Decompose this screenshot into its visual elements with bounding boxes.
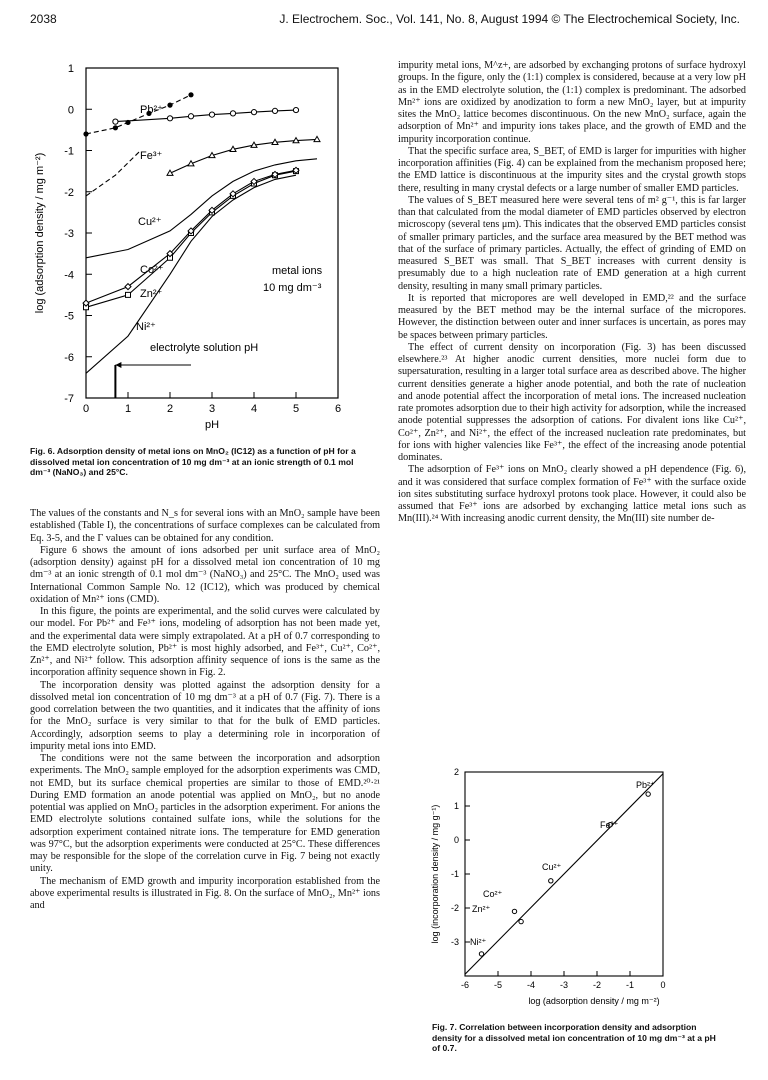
f6-data-point (314, 136, 320, 141)
f7-label-ni: Ni²⁺ (470, 937, 487, 947)
f6-data-point (167, 116, 172, 121)
f6-label-zn: Zn²⁺ (140, 288, 163, 300)
journal-citation: J. Electrochem. Soc., Vol. 141, No. 8, August 1994 © The Electrochemical Society, Inc. (279, 12, 740, 26)
right-paragraph: The adsorption of Fe³⁺ ions on MnO₂ clearly showed a pH dependence (Fig. 6), and it was considered that surface complex formation of Fe³⁺ with the surface oxide ion sites substituting surface hydroxyl protons took place. However, it could also be assumed that Fe³⁺ ions are adsorbed by exchanging lattice metal ions such as Mn(III).²⁴ With increasing anodic current density, the Mn(III) site number de- (398, 464, 746, 525)
f6-y-tick-label: -7 (64, 393, 74, 405)
f6-annotation-metal-ions: metal ions (272, 265, 323, 277)
f7-label-zn: Zn²⁺ (472, 904, 491, 914)
f6-x-tick-label: 6 (334, 403, 342, 415)
f7-x-tick-label: 0 (660, 980, 666, 990)
f7-x-tick-label: -1 (625, 980, 635, 990)
f6-series-line (86, 151, 141, 196)
right-paragraph: It is reported that micropores are well developed in EMD,²² and the surface measured by the BET method may be the internal surface of the micropores. However, the distinction between outer and inner surfaces is uncertain, as pores may be spaces between primary particles. (398, 292, 746, 341)
f7-y-tick-label: 0 (453, 835, 459, 845)
f6-data-point (188, 114, 193, 119)
f6-x-tick-label: 4 (250, 403, 258, 415)
f6-x-tick-label: 1 (124, 403, 132, 415)
f6-data-point (83, 131, 88, 136)
f7-y-tick-label: 1 (453, 801, 459, 811)
f6-data-point (188, 92, 193, 97)
f6-x-tick-label: 3 (208, 403, 216, 415)
f6-label-cu: Cu²⁺ (138, 216, 162, 228)
right-paragraph: The effect of current density on incorporation (Fig. 3) has been discussed elsewhere.²³ At higher anodic current densities, more nuclei form due to supersaturation, resulting in a larger total surface area as described above. The higher current densities generate a higher anode potential, and both the rate of nucleation and anode potential affect the incorporation of metal ions. The increased nucleation rate promotes adsorption due to their high activity for adsorption, while the increased anode potential suppresses the adsorption of cations. For divalent ions like Cu²⁺, Co²⁺, Zn²⁺, and Ni²⁺, the effect of the increased nucleation rate predominates, but for ions with higher valencies like Fe³⁺, the effect of the increasing anode potential dominates. (398, 341, 746, 463)
f6-series-line (86, 95, 191, 134)
f6-data-point (167, 103, 172, 108)
f7-data-point (646, 792, 650, 796)
f7-y-axis-label: log (incorporation density / mg g⁻¹) (430, 804, 440, 944)
f6-label-fe: Fe³⁺ (140, 150, 163, 162)
f7-label-pb: Pb²⁺ (636, 780, 655, 790)
f7-x-axis-label: log (adsorption density / mg m⁻²) (528, 996, 660, 1006)
f6-y-tick-label: -2 (64, 186, 74, 199)
f7-data-point (512, 909, 516, 913)
f7-x-tick-label: -4 (526, 980, 536, 990)
f6-data-point (293, 107, 298, 112)
f7-label-co: Co²⁺ (483, 889, 503, 899)
f6-data-point (272, 108, 277, 113)
f6-data-point (113, 119, 118, 124)
figure-6-chart (0, 55, 380, 435)
f6-x-tick-label: 2 (166, 403, 174, 415)
f6-x-tick-label: 5 (292, 403, 300, 415)
right-paragraph: That the specific surface area, S_BET, of EMD is larger for impurities with higher incorporation affinities (Fig. 4) can be explained from the mechanism proposed here; the EMD lattice is discontinuous at the impurity sites and the crystal growth stops there, resulting in many crystal defects or a large number of smaller EMD particles. (398, 145, 746, 194)
left-paragraph: The incorporation density was plotted against the adsorption density for a dissolved metal ion concentration of 10 mg dm⁻³ at a pH of 0.7 (Fig. 7). There is a good correlation between the two quantities, and it indicates that the affinity of ions for the MnO₂ surface is very similar to that for the bulk of EMD particles. Accordingly, adsorption seems to play a determining role in incorporation of impurity metal ions into EMD. (30, 679, 380, 752)
f7-fit-line (465, 774, 663, 975)
f6-electrolyte-label: electrolyte solution pH (150, 342, 259, 354)
f6-data-point (251, 110, 256, 115)
f7-label-fe: Fe³⁺ (600, 820, 619, 830)
f6-y-axis-label: log (adsorption density / mg m⁻²) (34, 152, 46, 314)
f6-y-tick-label: -1 (64, 145, 74, 158)
left-paragraph: In this figure, the points are experimental, and the solid curves were calculated by our model. For Pb²⁺ and Fe³⁺ ions, modeling of adsorption has not been made yet, and the experimental data were simply extrapolated. At a pH of 0.7 corresponding to the EMD electrolyte solution, Pb²⁺ is most highly adsorbed, and Fe³⁺, Cu²⁺, Co²⁺, Zn²⁺, and Ni²⁺ follow. This adsorption affinity sequence of ions is the same as the incorporation affinity sequence shown in Fig. 2. (30, 606, 380, 679)
f6-x-axis-label: pH (204, 419, 220, 431)
right-column (398, 60, 746, 526)
f6-data-point (125, 120, 130, 125)
f7-data-point (479, 952, 483, 956)
left-paragraph: The conditions were not the same between the incorporation and adsorption experiments. The MnO₂ sample employed for the adsorption experiments was CMD, not EMD, but its surface chemical properties are similar to those of EMD.²⁰·²¹ During EMD formation an anode potential was applied on MnO₂, but no anode potential was applied on MnO₂ particles in the adsorption experiment. For anions the EMD electrolyte solutions contained sulfate ions, while the solutions for the adsorption experiment contained nitrate ions. The temperature for EMD generation was 97°C, but the adsorption experiments were conducted at 25°C. These differences may be responsible for the slope of the correlation curve in Fig. 7 being not exactly unity. (30, 753, 380, 875)
f6-y-tick-label: -3 (64, 228, 74, 240)
f7-y-tick-label: -1 (450, 869, 459, 879)
right-paragraph: impurity metal ions, M^z+, are adsorbed by exchanging protons of surface hydroxyl groups. In the figure, only the (1:1) complex is considered, because at a very low pH as in the EMD electrolyte solution, the (1:1) complex is predominant. The adsorbed Mn²⁺ ions are oxidized by anodization to form a new MnO₂ layer, but at impurity sites the MnO₂ lattice becomes discontinuous. On the new MnO₂ surface, again the adsorption of Mn²⁺ and impurity ions takes place, and the growth of EMD and the impurity incorporation continue. (398, 60, 746, 145)
left-column (30, 508, 380, 912)
f6-y-tick-label: -4 (64, 269, 74, 282)
f6-label-co: Co²⁺ (140, 264, 164, 276)
f6-y-tick-label: 1 (67, 63, 74, 75)
f7-x-tick-label: -5 (493, 980, 503, 990)
f6-y-tick-label: -6 (64, 351, 74, 364)
f6-data-point (209, 112, 214, 117)
left-paragraph: Figure 6 shows the amount of ions adsorbed per unit surface area of MnO₂ (adsorption density) against pH for a dissolved metal ion concentration of 10 mg dm⁻³ at an ionic strength of 0.1 mol dm⁻³ (NaNO₃) and 25°C. The MnO₂ used was International Common Sample No. 12 (IC12), which was produced by chemical oxidation of Mn²⁺ ions (CMD). (30, 544, 380, 605)
f7-x-tick-label: -3 (559, 980, 569, 990)
right-paragraph: The values of S_BET measured here were several tens of m² g⁻¹, this is far larger than that calculated from the modal diameter of EMD particles observed by electron microscopy (several tens μm). This indicates that the observed EMD particles consist of smaller primary particles, and the surface area measured by the BET method was that of the surface of primary particles. Actually, the effect of grinding of EMD on measured S_BET was small. That S_BET increases with current density is presumably due to a high nucleation rate of EMD generation at a high current density, resulting in many small primary particles. (398, 194, 746, 292)
figure-6-caption: Fig. 6. Adsorption density of metal ions on MnO₂ (IC12) as a function of pH for a dissolved metal ion concentration of 10 mg dm⁻³ at an ionic strength of 0.1 mol dm⁻³ (NaNO₃) and 25°C. (30, 446, 356, 477)
f6-label-ni: Ni²⁺ (136, 321, 156, 333)
f6-data-point (126, 292, 131, 297)
f7-x-tick-label: -6 (460, 980, 470, 990)
f6-data-point (113, 125, 118, 130)
figure-7-caption: Fig. 7. Correlation between incorporation density and adsorption density for a dissolved metal ion concentration of 10 mg dm⁻³ at a pH of 0.7. (432, 1022, 716, 1053)
f7-data-point (549, 879, 553, 883)
f7-x-tick-label: -2 (592, 980, 602, 990)
figure-7-chart (420, 748, 750, 1018)
f6-y-tick-label: 0 (67, 104, 74, 117)
f7-y-tick-label: -3 (450, 937, 459, 947)
f6-x-tick-label: 0 (82, 403, 90, 415)
left-paragraph: The mechanism of EMD growth and impurity incorporation established from the above experimental results is illustrated in Fig. 8. On the surface of MnO₂, Mn²⁺ ions and (30, 875, 380, 911)
f7-y-tick-label: -2 (450, 903, 459, 913)
f6-annotation-concentration: 10 mg dm⁻³ (263, 282, 322, 294)
left-paragraph: The values of the constants and N_s for several ions with an MnO₂ sample have been established (Table I), the concentrations of surface complexes can be calculated from Eq. 3-5, and the Γ values can be obtained for any condition. (30, 508, 380, 544)
f7-data-point (519, 919, 523, 923)
f7-label-cu: Cu²⁺ (542, 862, 562, 872)
f6-y-tick-label: -5 (64, 310, 74, 323)
f7-y-tick-label: 2 (453, 767, 459, 777)
f6-data-point (230, 111, 235, 116)
f6-label-pb: Pb²⁺ (140, 104, 163, 116)
page-number: 2038 (30, 12, 57, 26)
